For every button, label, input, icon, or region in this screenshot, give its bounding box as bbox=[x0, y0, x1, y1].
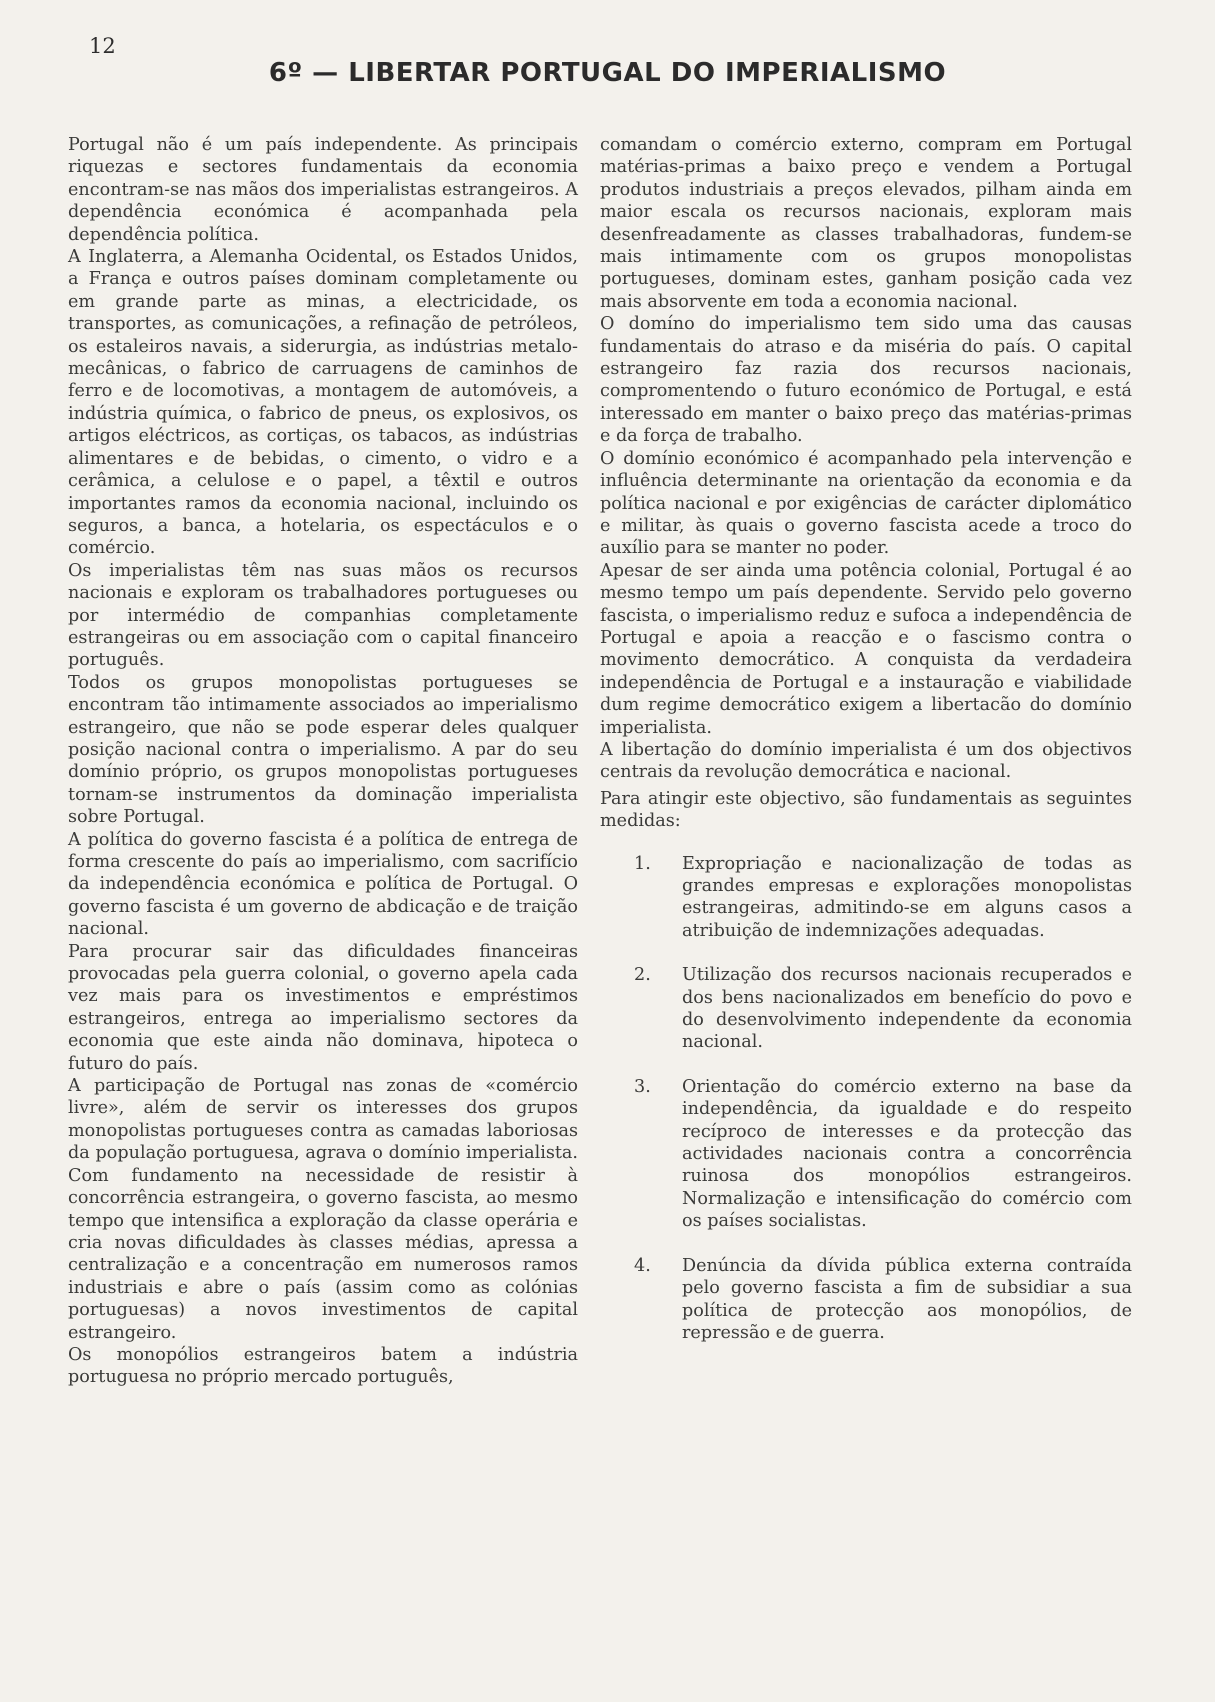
paragraph: A participação de Portugal nas zonas de «comércio livre», além de servir os interesses dos grupos monopolistas portugueses contra as camadas laboriosas da população portuguesa, agrava o domínio imperialista. Com fundamento na necessidade de resistir à concorrência estrangeira, o governo fascista, ao mesmo tempo que intensifica a exploração da classe operária e cria novas dificuldades às classes médias, apressa a centralização e a concentração em numerosos ramos industriais e abre o país (assim como as colónias portuguesas) a novos investimentos de capital estrangeiro. bbox=[68, 1076, 578, 1343]
list-item-number: 4. bbox=[634, 1255, 651, 1276]
paragraph: O domíno do imperialismo tem sido uma das causas fundamentais do atraso e da miséria do país. O capital estrangeiro faz razia dos recursos nacionais, compromentendo o futuro económico de Portugal, e está interessado em manter o baixo preço das matérias-primas e da força de trabalho. bbox=[600, 314, 1132, 447]
list-item bbox=[600, 1076, 1132, 1233]
list-item bbox=[600, 1255, 1132, 1345]
paragraph: Apesar de ser ainda uma potência colonial, Portugal é ao mesmo tempo um país dependente. Servido pelo governo fascista, o imperialismo reduz e sufoca a independência de Portugal e apoia a reacção e o fascismo contra o movimento democrático. A conquista da verdadeira independência de Portugal e a instauração e viabilidade dum regime democrático exigem a libertacão do domínio imperialista. bbox=[600, 560, 1132, 738]
list-item bbox=[600, 853, 1132, 943]
list-item-text: Orientação do comércio externo na base da independência, da igualdade e do respeito recíproco de interesses e da protecção das actividades nacionais contra a concorrência ruinosa dos monopólios estrangeiros. Normalização e intensificação do comércio com os países socialistas. bbox=[682, 1076, 1132, 1232]
paragraph: Para procurar sair das dificuldades financeiras provocadas pela guerra colonial, o governo apela cada vez mais para os investimentos e empréstimos estrangeiros, entrega ao imperialismo sectores da economia que este ainda não dominava, hipoteca o futuro do país. bbox=[68, 941, 578, 1074]
paragraph: Para atingir este objectivo, são fundamentais as seguintes medidas: bbox=[600, 788, 1132, 832]
list-item bbox=[600, 964, 1132, 1054]
paragraph: comandam o comércio externo, compram em Portugal matérias-primas a baixo preço e vendem a Portugal produtos industriais a preços elevados, pilham ainda em maior escala os recursos nacionais, exploram mais desenfreadamente as classes trabalhadoras, fundem-se mais intimamente com os grupos monopolistas portugueses, dominam estes, ganham posição cada vez mais absorvente em toda a economia nacional. bbox=[600, 135, 1132, 312]
left-column bbox=[68, 134, 578, 1389]
list-item-number: 2. bbox=[634, 965, 651, 986]
page-title: 6º — LIBERTAR PORTUGAL DO IMPERIALISMO bbox=[268, 58, 947, 88]
list-item-text: Utilização dos recursos nacionais recuperados e dos bens nacionalizados em benefício do povo e do desenvolvimento independente da economia nacional. bbox=[682, 965, 1132, 1053]
paragraph: Os imperialistas têm nas suas mãos os recursos nacionais e exploram os trabalhadores portugueses ou por intermédio de companhias completamente estrangeiras ou em associação com o capital financeiro português. bbox=[68, 560, 578, 671]
list-item-text: Expropriação e nacionalização de todas as grandes empresas e explorações monopolistas estrangeiras, admitindo-se em alguns casos a atribuição de indemnizações adequadas. bbox=[682, 853, 1132, 941]
paragraph: A política do governo fascista é a política de entrega de forma crescente do país ao imperialismo, com sacrifício da independência económica e política de Portugal. O governo fascista é um governo de abdicação e de traição nacional. bbox=[68, 829, 578, 940]
list-item-text: Denúncia da dívida pública externa contraída pelo governo fascista a fim de subsidiar a sua política de protecção aos monopólios, de repressão e de guerra. bbox=[682, 1255, 1132, 1343]
paragraph: Portugal não é um país independente. As principais riquezas e sectores fundamentais da economia encontram-se nas mãos dos imperialistas estrangeiros. A dependência económica é acompanhada pela dependência política. bbox=[68, 135, 578, 245]
list-item-number: 1. bbox=[634, 853, 651, 874]
right-column bbox=[600, 134, 1132, 1366]
paragraph: Os monopólios estrangeiros batem a indústria portuguesa no próprio mercado português, bbox=[68, 1344, 578, 1388]
paragraph: Todos os grupos monopolistas portugueses se encontram tão intimamente associados ao imperialismo estrangeiro, que não se pode esperar deles qualquer posição nacional contra o imperialismo. A par do seu domínio próprio, os grupos monopolistas portugueses tornam-se instrumentos da dominação imperialista sobre Portugal. bbox=[68, 672, 578, 828]
measures-list bbox=[600, 853, 1132, 1345]
paragraph: A Inglaterra, a Alemanha Ocidental, os Estados Unidos, a França e outros países dominam completamente ou em grande parte as minas, a electricidade, os transportes, as comunicações, a refinação de petróleos, os estaleiros navais, a siderurgia, as indústrias metalo-mecânicas, o fabrico de carruagens de caminhos de ferro e de locomotivas, a montagem de automóveis, a indústria química, o fabrico de pneus, os explosivos, os artigos eléctricos, as cortiças, os tabacos, as indústrias alimentares e de bebidas, o cimento, o vidro e a cerâmica, a celulose e o papel, a têxtil e outros importantes ramos da economia nacional, incluindo os seguros, a banca, a hotelaria, os espectáculos e o comércio. bbox=[68, 247, 578, 559]
page-number: 12 bbox=[89, 34, 116, 58]
paragraph: O domínio económico é acompanhado pela intervenção e influência determinante na orientação da economia e da política nacional e por exigências de carácter diplomático e militar, às quais o governo fascista acede a troco do auxílio para se manter no poder. bbox=[600, 448, 1132, 559]
list-item-number: 3. bbox=[634, 1076, 651, 1097]
paragraph: A libertação do domínio imperialista é um dos objectivos centrais da revolução democrática e nacional. bbox=[600, 739, 1132, 783]
